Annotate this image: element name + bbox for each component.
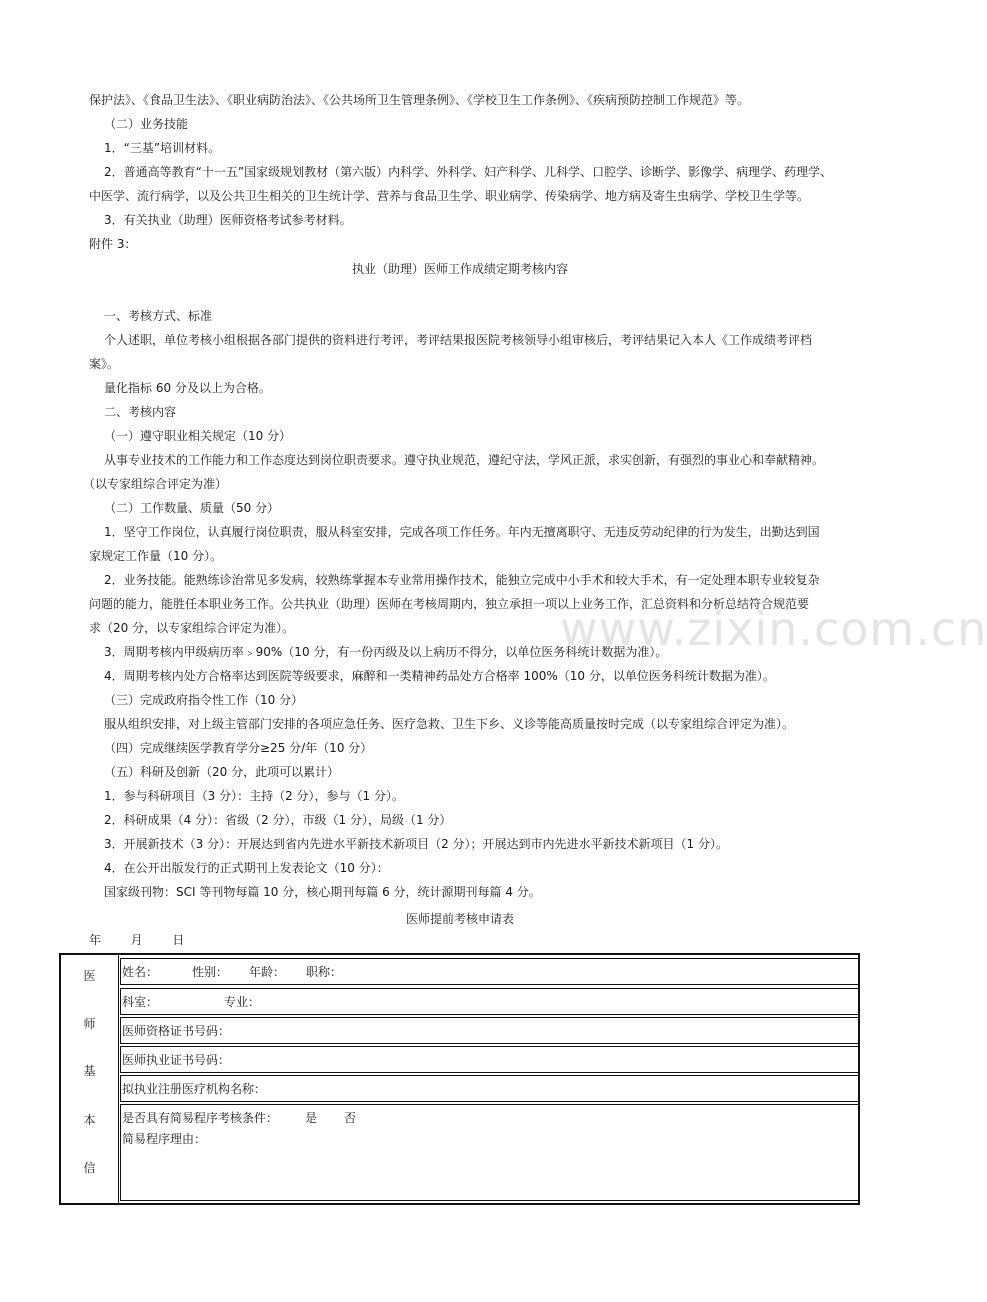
text-line: （四）完成继续医学教育学分≥25 分/年（10 分） bbox=[104, 741, 373, 755]
side-char: 师 bbox=[83, 1017, 96, 1031]
side-char: 医 bbox=[83, 969, 96, 983]
text-line: 国家级刊物：SCI 等刊物每篇 10 分，核心期刊每篇 6 分，统计源期刊每篇 4 分。 bbox=[104, 885, 541, 899]
text-line: （一）遵守职业相关规定（10 分） bbox=[104, 429, 292, 443]
text-line: 3．开展新技术（3 分）：开展达到省内先进水平新技术新项目（2 分）；开展达到市内先进水平新技术新项目（1 分）。 bbox=[104, 837, 728, 851]
gender-label: 性别： bbox=[192, 965, 229, 979]
dept-label: 科室： bbox=[122, 995, 159, 1009]
text-line: 服从组织安排，对上级主管部门安排的各项应急任务、医疗急救、卫生下乡、义诊等能高质量按时完成（以专家组综合评定为准）。 bbox=[104, 717, 795, 731]
institution-label: 拟执业注册医疗机构名称： bbox=[122, 1082, 267, 1096]
form-row-practice[interactable] bbox=[120, 1046, 859, 1073]
side-char: 本 bbox=[83, 1113, 96, 1127]
text-line: （以专家组综合评定为准） bbox=[83, 477, 228, 491]
text-line: 2．科研成果（4 分）：省级（2 分），市级（1 分），局级（1 分） bbox=[104, 813, 452, 827]
text-line: 案》。 bbox=[89, 357, 120, 371]
text-line: 量化指标 60 分及以上为合格。 bbox=[104, 381, 271, 395]
text-line: 1．“三基”培训材料。 bbox=[104, 141, 221, 155]
text-line: （二）业务技能 bbox=[104, 117, 189, 131]
section-title: 执业（助理）医师工作成绩定期考核内容 bbox=[351, 262, 568, 276]
title-label: 职称： bbox=[306, 965, 343, 979]
text-line: 2．业务技能。能熟练诊治常见多发病，较熟练掌握本专业常用操作技术，能独立完成中小手术和较大手术，有一定处理本职专业较复杂 bbox=[104, 573, 820, 587]
text-line: 中医学、流行病学，以及公共卫生相关的卫生统计学、营养与食品卫生学、职业病学、传染病学、地方病及寄生虫病学、学校卫生学等。 bbox=[89, 189, 810, 203]
form-row-qualification[interactable] bbox=[120, 1017, 859, 1044]
date-day-label: 日 bbox=[172, 933, 185, 947]
text-line: 求（20 分，以专家组综合评定为准）。 bbox=[89, 621, 295, 635]
option-yes[interactable]: 是 bbox=[305, 1111, 318, 1125]
simple-procedure-line bbox=[122, 1109, 858, 1126]
text-line: （二）工作数量、质量（50 分） bbox=[104, 501, 280, 515]
form-row-dept[interactable] bbox=[120, 988, 859, 1015]
practice-label: 医师执业证书号码： bbox=[122, 1053, 231, 1067]
text-line: 保护法》、《食品卫生法》、《职业病防治法》、《公共场所卫生管理条例》、《学校卫生工作条例》、《疾病预防控制工作规范》等。 bbox=[89, 93, 750, 107]
date-year-label: 年 bbox=[89, 933, 102, 947]
text-line: （三）完成政府指令性工作（10 分） bbox=[104, 693, 304, 707]
option-no[interactable]: 否 bbox=[344, 1111, 357, 1125]
text-line: 3．有关执业（助理）医师资格考试参考材料。 bbox=[104, 213, 352, 227]
text-line: （五）科研及创新（20 分，此项可以累计） bbox=[104, 765, 340, 779]
side-char: 基 bbox=[83, 1064, 96, 1078]
text-line: 个人述职，单位考核小组根据各部门提供的资料进行考评，考评结果报医院考核领导小组审核后，考评结果记入本人《工作成绩考评档 bbox=[104, 333, 813, 347]
text-line: 3．周期考核内甲级病历率﹥90%（10 分，有一份丙级及以上病历不得分，以单位医务科统计数据为准）。 bbox=[104, 645, 668, 659]
date-line bbox=[89, 932, 184, 948]
simple-procedure-label: 是否具有简易程序考核条件： bbox=[122, 1111, 279, 1125]
watermark: www.zixin.com.cn bbox=[560, 602, 987, 656]
reason-label: 简易程序理由： bbox=[122, 1132, 207, 1146]
form-side-label bbox=[61, 955, 119, 1203]
text-line: 二、考核内容 bbox=[104, 405, 177, 419]
specialty-label: 专业： bbox=[224, 995, 261, 1009]
text-line: 2．普通高等教育“十一五”国家级规划教材（第六版）内科学、外科学、妇产科学、儿科学、口腔学、诊断学、影像学、病理学、药理学、 bbox=[104, 165, 833, 179]
form-row-institution[interactable] bbox=[120, 1075, 859, 1102]
form-row-name[interactable] bbox=[120, 958, 859, 985]
text-line: 4．周期考核内处方合格率达到医院等级要求，麻醉和一类精神药品处方合格率 100%（10 分，以单位医务科统计数据为准）。 bbox=[104, 669, 775, 683]
text-line: 一、考核方式、标准 bbox=[104, 309, 213, 323]
text-line: 附件 3： bbox=[89, 237, 137, 251]
text-line: 4．在公开出版发行的正式期刊上发表论文（10 分）： bbox=[104, 861, 389, 875]
text-line: 从事专业技术的工作能力和工作态度达到岗位职责要求。遵守执业规范，遵纪守法，学风正派，求实创新，有强烈的事业心和奉献精神。 bbox=[104, 453, 825, 467]
text-line: 1．坚守工作岗位，认真履行岗位职责，服从科室安排，完成各项工作任务。年内无擅离职守、无违反劳动纪律的行为发生，出勤达到国 bbox=[104, 525, 820, 539]
text-line: 家规定工作量（10 分）。 bbox=[89, 549, 223, 563]
application-form bbox=[59, 953, 860, 1205]
side-char: 信 bbox=[83, 1161, 96, 1175]
text-line: 1．参与科研项目（3 分）：主持（2 分），参与（1 分）。 bbox=[104, 789, 404, 803]
name-label: 姓名： bbox=[122, 965, 159, 979]
date-month-label: 月 bbox=[130, 933, 143, 947]
form-row-simple-procedure[interactable] bbox=[120, 1104, 859, 1201]
age-label: 年龄： bbox=[249, 965, 286, 979]
form-title: 医师提前考核申请表 bbox=[405, 912, 514, 926]
qualification-label: 医师资格证书号码： bbox=[122, 1024, 231, 1038]
text-line: 问题的能力，能胜任本职业务工作。公共执业（助理）医师在考核周期内，独立承担一项以上业务工作，汇总资料和分析总结符合规范要 bbox=[89, 597, 810, 611]
